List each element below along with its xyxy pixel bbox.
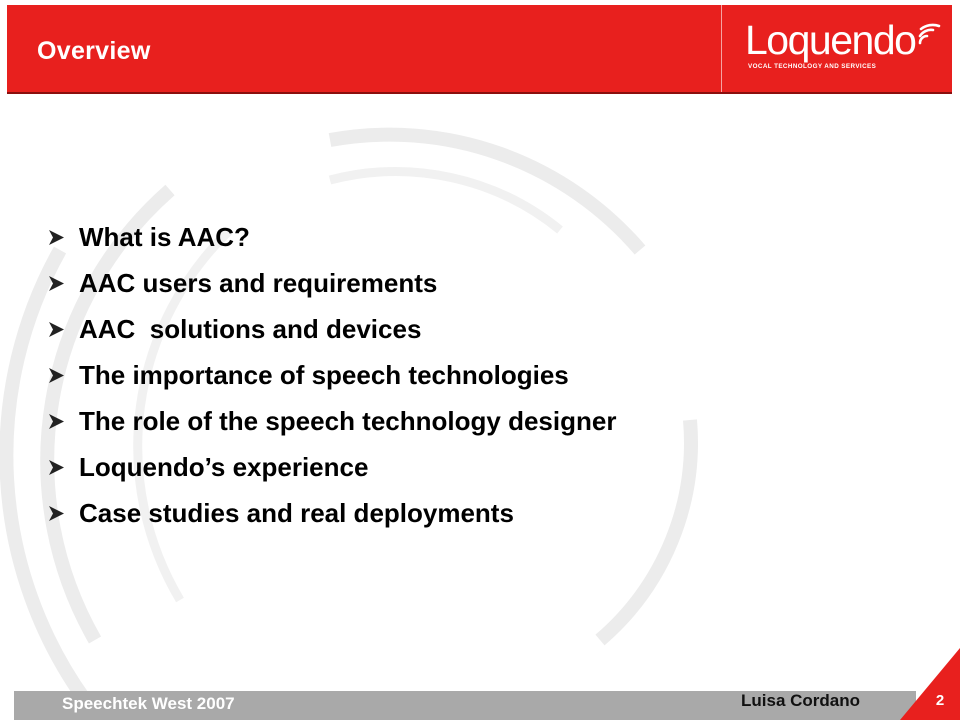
header-divider [721, 5, 722, 92]
bullet-text: The importance of speech technologies [79, 360, 569, 390]
arrow-bullet-icon [48, 229, 65, 246]
bullet-text: AAC users and requirements [79, 268, 438, 298]
arrow-bullet-icon [48, 275, 65, 292]
arrow-bullet-icon [48, 367, 65, 384]
arrow-bullet-icon [48, 413, 65, 430]
corner-accent [900, 648, 960, 720]
bullet-text: What is AAC? [79, 222, 250, 252]
logo-tagline: VOCAL TECHNOLOGY AND SERVICES [748, 63, 877, 70]
arrow-bullet-icon [48, 505, 65, 522]
arrow-bullet-icon [48, 321, 65, 338]
bullet-text: Loquendo’s experience [79, 452, 369, 482]
bullet-text: AAC solutions and devices [79, 314, 422, 344]
bullet-text: The role of the speech technology designer [79, 406, 617, 436]
bullet-text: Case studies and real deployments [79, 498, 514, 528]
arrow-bullet-icon [48, 459, 65, 476]
logo-wordmark: Loquendo [745, 17, 916, 63]
loquendo-logo [737, 19, 947, 79]
header-bar [7, 5, 952, 94]
slide-title: Overview [37, 37, 151, 65]
footer-author: Luisa Cordano [741, 691, 861, 710]
page-number: 2 [935, 692, 945, 709]
sound-wave-icon [917, 23, 943, 55]
footer-event: Speechtek West 2007 [62, 694, 235, 713]
